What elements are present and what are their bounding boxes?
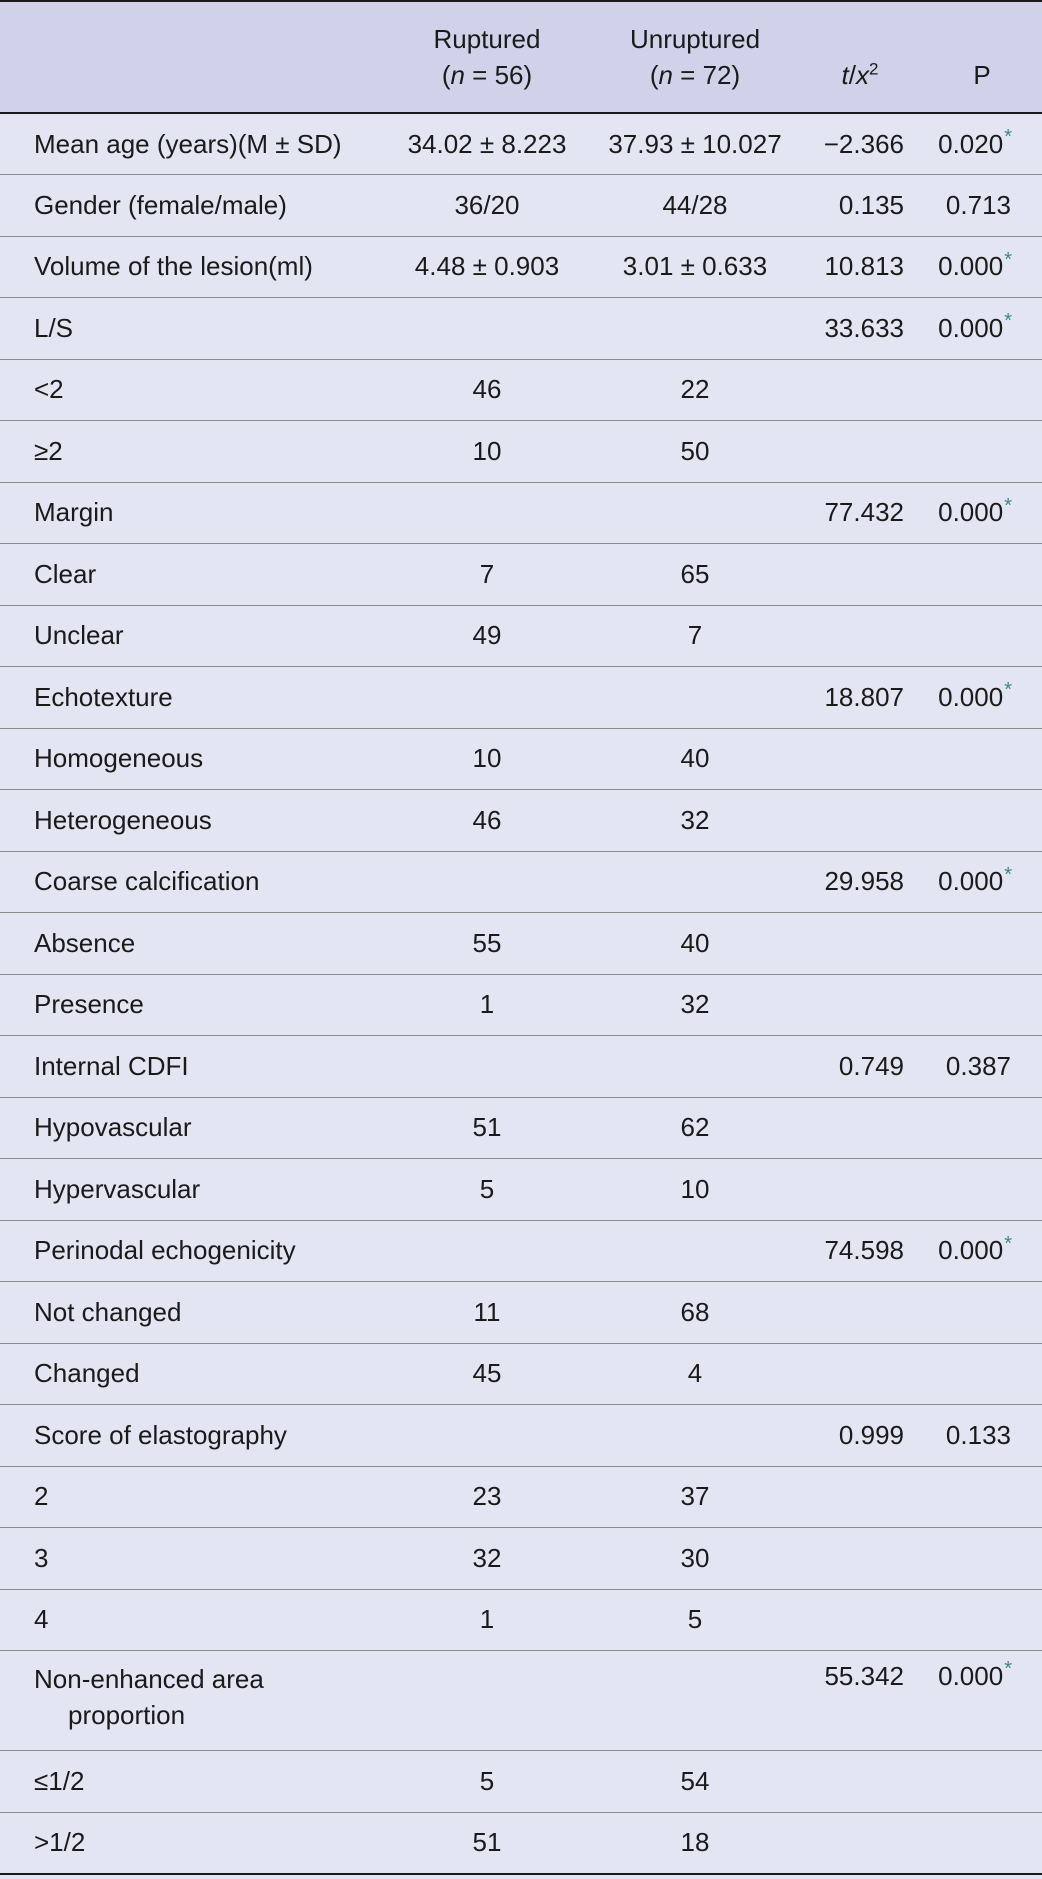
table-row	[0, 236, 1042, 298]
table-row	[0, 175, 1042, 237]
table-row	[0, 851, 1042, 913]
cell-p-value	[922, 1751, 1042, 1813]
cell-statistic	[798, 544, 922, 606]
cell-p-value	[922, 359, 1042, 421]
table-row	[0, 974, 1042, 1036]
cell-ruptured	[382, 482, 592, 544]
p-value-text: 0.713	[945, 189, 1011, 220]
cell-p-value	[922, 1466, 1042, 1528]
cell-statistic: 0.999	[838, 1419, 904, 1450]
header-label	[0, 1, 382, 113]
table-row	[0, 1343, 1042, 1405]
p-value-text: 0.000	[938, 1235, 1004, 1266]
row-label: Margin	[34, 497, 114, 528]
cell-statistic: 18.807	[824, 681, 904, 712]
cell-unruptured: 65	[680, 558, 710, 589]
cell-p-value	[922, 851, 1042, 913]
cell-unruptured: 30	[680, 1542, 710, 1573]
cell-p-value	[922, 236, 1042, 298]
table-row	[0, 421, 1042, 483]
cell-statistic	[798, 1751, 922, 1813]
p-value-text: 0.387	[945, 1050, 1011, 1081]
cell-unruptured	[592, 1036, 798, 1098]
table-row	[0, 667, 1042, 729]
cell-statistic	[798, 1159, 922, 1221]
cell-ruptured: 55	[472, 927, 502, 958]
cell-statistic	[798, 1097, 922, 1159]
cell-p-value	[922, 482, 1042, 544]
cell-p-value	[922, 1282, 1042, 1344]
row-label: Unclear	[34, 620, 124, 651]
cell-p-value	[922, 1159, 1042, 1221]
cell-unruptured	[592, 1651, 798, 1751]
cell-ruptured: 34.02 ± 8.223	[407, 128, 567, 159]
header-unruptured	[592, 1, 798, 113]
table-row	[0, 1159, 1042, 1221]
cell-unruptured: 32	[680, 989, 710, 1020]
cell-ruptured: 36/20	[454, 189, 520, 220]
cell-ruptured: 7	[479, 558, 495, 589]
cell-ruptured: 46	[472, 374, 502, 405]
table-row	[0, 1751, 1042, 1813]
table-row	[0, 605, 1042, 667]
cell-ruptured	[382, 1036, 592, 1098]
table-row	[0, 1036, 1042, 1098]
cell-unruptured	[592, 1405, 798, 1467]
table-row	[0, 1812, 1042, 1874]
row-label: Presence	[34, 989, 144, 1020]
header-unruptured-title: Unruptured	[629, 24, 761, 54]
row-label: Not changed	[34, 1296, 182, 1327]
row-label: Absence	[34, 927, 136, 958]
cell-statistic	[798, 1589, 922, 1651]
table-row	[0, 913, 1042, 975]
row-label: Hypovascular	[34, 1112, 192, 1143]
cell-unruptured	[592, 667, 798, 729]
row-label: Gender (female/male)	[34, 189, 287, 220]
cell-ruptured: 23	[472, 1481, 502, 1512]
cell-p-value	[922, 421, 1042, 483]
cell-statistic: 29.958	[824, 866, 904, 897]
cell-ruptured: 11	[473, 1296, 501, 1327]
significance-marker: *	[1004, 494, 1012, 517]
cell-unruptured: 37	[680, 1481, 710, 1512]
cell-ruptured: 51	[472, 1827, 502, 1857]
cell-ruptured: 49	[472, 620, 502, 651]
cell-unruptured: 7	[687, 620, 703, 651]
significance-marker: *	[1004, 310, 1012, 333]
cell-ruptured	[382, 1651, 592, 1751]
row-label: Homogeneous	[34, 743, 204, 774]
cell-statistic	[798, 728, 922, 790]
row-label: 3	[34, 1542, 49, 1573]
cell-p-value	[922, 728, 1042, 790]
p-value-text: 0.000	[938, 866, 1004, 897]
cell-statistic	[798, 974, 922, 1036]
cell-unruptured: 4	[687, 1358, 703, 1389]
header-unruptured-n: (n = 72)	[649, 60, 741, 90]
cell-ruptured: 5	[479, 1173, 495, 1204]
cell-p-value	[922, 667, 1042, 729]
cell-statistic: 0.749	[838, 1050, 904, 1081]
row-label: Changed	[34, 1358, 140, 1389]
table-header-row	[0, 1, 1042, 113]
cell-statistic	[798, 913, 922, 975]
cell-p-value	[922, 790, 1042, 852]
row-label: Perinodal echogenicity	[34, 1235, 296, 1266]
cell-p-value	[922, 913, 1042, 975]
cell-ruptured: 10	[472, 743, 502, 774]
cell-unruptured	[592, 482, 798, 544]
p-value-text: 0.133	[945, 1419, 1011, 1450]
cell-statistic	[798, 1812, 922, 1874]
cell-p-value	[922, 1812, 1042, 1874]
cell-statistic	[798, 605, 922, 667]
table-row	[0, 482, 1042, 544]
cell-p-value	[922, 1220, 1042, 1282]
cell-unruptured: 3.01 ± 0.633	[622, 251, 768, 282]
cell-p-value	[922, 1405, 1042, 1467]
row-label: 2	[34, 1481, 49, 1512]
row-label: <2	[34, 374, 64, 405]
row-label: Internal CDFI	[34, 1050, 189, 1081]
row-label: Volume of the lesion(ml)	[34, 251, 313, 282]
table-row	[0, 1282, 1042, 1344]
cell-unruptured: 54	[680, 1765, 710, 1796]
cell-p-value	[922, 974, 1042, 1036]
cell-p-value	[922, 298, 1042, 360]
cell-statistic: 0.135	[838, 189, 904, 220]
cell-ruptured	[382, 667, 592, 729]
cell-ruptured	[382, 1405, 592, 1467]
row-label: 4	[34, 1604, 49, 1635]
cell-ruptured: 4.48 ± 0.903	[414, 251, 560, 282]
cell-unruptured: 40	[680, 927, 710, 958]
cell-ruptured: 5	[479, 1765, 495, 1796]
cell-unruptured	[592, 851, 798, 913]
significance-marker: *	[1004, 125, 1012, 148]
cell-ruptured: 45	[472, 1358, 502, 1389]
cell-ruptured: 1	[479, 989, 495, 1020]
table-row	[0, 113, 1042, 175]
header-ruptured-title: Ruptured	[433, 24, 541, 54]
table-row	[0, 1097, 1042, 1159]
cell-p-value	[922, 1528, 1042, 1590]
cell-statistic	[798, 1466, 922, 1528]
cell-unruptured: 62	[680, 1112, 710, 1143]
cell-unruptured	[592, 298, 798, 360]
row-label: ≥2	[34, 435, 63, 466]
cell-statistic: 77.432	[824, 497, 904, 528]
row-label: Score of elastography	[34, 1419, 287, 1450]
cell-ruptured	[382, 298, 592, 360]
cell-statistic: 33.633	[824, 312, 904, 343]
row-label: Coarse calcification	[34, 866, 260, 897]
header-ruptured-n: (n = 56)	[441, 60, 533, 90]
cell-p-value	[922, 175, 1042, 237]
row-label: Heterogeneous	[34, 804, 212, 835]
cell-p-value	[922, 113, 1042, 175]
row-label: Mean age (years)(M ± SD)	[34, 128, 342, 159]
cell-unruptured: 32	[680, 804, 710, 835]
cell-ruptured: 1	[479, 1604, 495, 1635]
cell-unruptured: 44/28	[662, 189, 728, 220]
significance-marker: *	[1004, 1658, 1012, 1681]
row-label: ≤1/2	[34, 1765, 85, 1796]
table-row	[0, 728, 1042, 790]
significance-marker: *	[1004, 679, 1012, 702]
cell-statistic: 10.813	[824, 251, 904, 282]
cell-unruptured: 22	[680, 374, 710, 405]
cell-ruptured	[382, 1220, 592, 1282]
row-label: Clear	[34, 558, 97, 589]
table-row	[0, 298, 1042, 360]
cell-statistic	[798, 1528, 922, 1590]
table-row	[0, 544, 1042, 606]
header-ruptured	[382, 1, 592, 113]
cell-statistic	[798, 1282, 922, 1344]
significance-marker: *	[1004, 1232, 1012, 1255]
cell-unruptured: 37.93 ± 10.027	[608, 128, 782, 159]
cell-unruptured: 50	[680, 435, 710, 466]
cell-p-value	[922, 1343, 1042, 1405]
p-value-text: 0.000	[938, 497, 1004, 528]
cell-ruptured: 51	[472, 1112, 502, 1143]
cell-unruptured: 5	[687, 1604, 703, 1635]
row-label: Non-enhanced area proportion	[34, 1664, 264, 1730]
table-row	[0, 1528, 1042, 1590]
cell-statistic	[798, 790, 922, 852]
cell-p-value	[922, 1651, 1042, 1751]
table-row	[0, 359, 1042, 421]
cell-ruptured	[382, 851, 592, 913]
p-value-text: 0.000	[938, 1661, 1004, 1691]
row-label: >1/2	[34, 1827, 86, 1857]
cell-statistic	[798, 359, 922, 421]
table-row	[0, 1405, 1042, 1467]
cell-p-value	[922, 1036, 1042, 1098]
cell-p-value	[922, 544, 1042, 606]
table-body	[0, 113, 1042, 1874]
table-row	[0, 1220, 1042, 1282]
table-row	[0, 1466, 1042, 1528]
p-value-text: 0.000	[938, 681, 1004, 712]
row-label: Hypervascular	[34, 1173, 201, 1204]
cell-ruptured: 10	[472, 435, 502, 466]
row-label: Echotexture	[34, 681, 173, 712]
significance-marker: *	[1004, 248, 1012, 271]
table-row	[0, 790, 1042, 852]
cell-unruptured	[592, 1220, 798, 1282]
cell-unruptured: 10	[680, 1173, 710, 1204]
cell-statistic	[798, 421, 922, 483]
p-value-text: 0.000	[938, 251, 1004, 282]
cell-p-value	[922, 1589, 1042, 1651]
p-value-text: 0.020	[938, 128, 1004, 159]
significance-marker: *	[1004, 863, 1012, 886]
row-label: L/S	[34, 312, 74, 343]
p-value-text: 0.000	[938, 312, 1004, 343]
cell-unruptured: 18	[680, 1827, 710, 1857]
cell-p-value	[922, 1097, 1042, 1159]
header-p-value: P	[973, 60, 991, 90]
cell-ruptured: 46	[472, 804, 502, 835]
table-row	[0, 1589, 1042, 1651]
table-row	[0, 1651, 1042, 1751]
cell-statistic: 55.342	[824, 1661, 904, 1691]
header-statistic: $t/x^2$	[841, 59, 879, 90]
cell-statistic: −2.366	[823, 128, 904, 159]
cell-unruptured: 40	[680, 743, 710, 774]
cell-p-value	[922, 605, 1042, 667]
cell-statistic	[798, 1343, 922, 1405]
cell-statistic: 74.598	[824, 1235, 904, 1266]
cell-ruptured: 32	[472, 1542, 502, 1573]
cell-unruptured: 68	[680, 1296, 710, 1327]
